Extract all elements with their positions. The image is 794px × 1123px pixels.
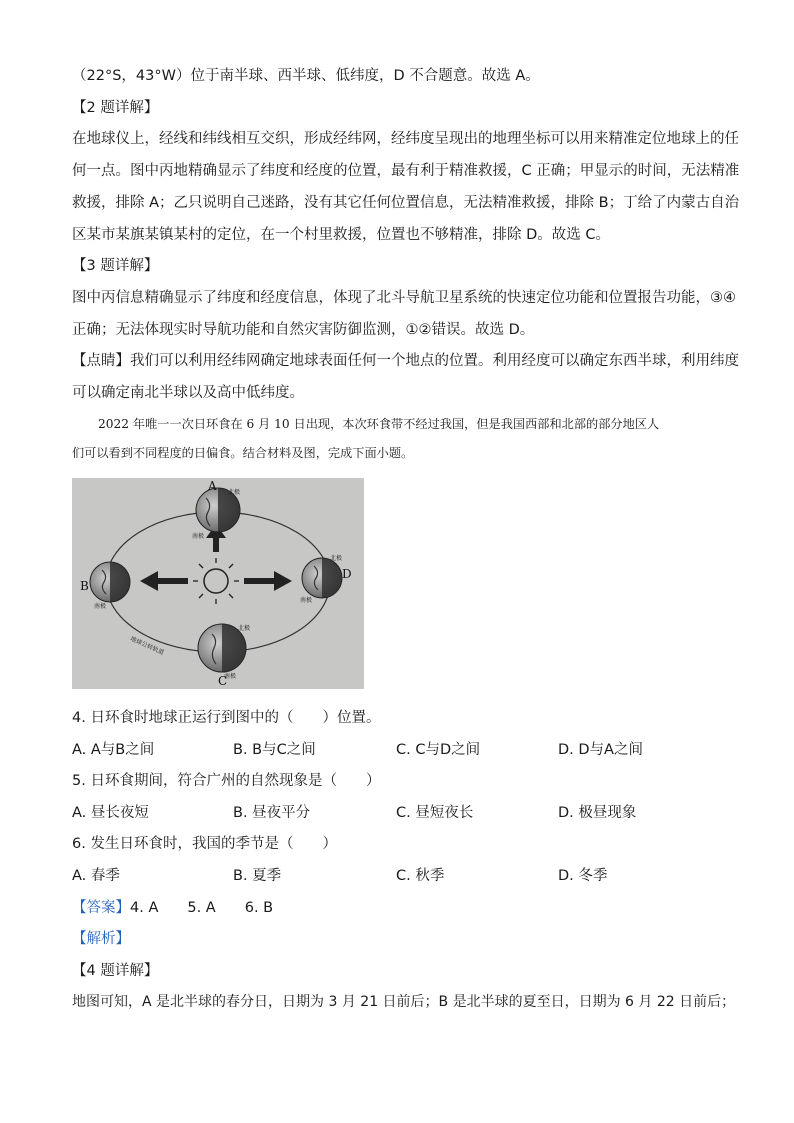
text-line: 地图可知，A 是北半球的春分日，日期为 3 月 21 日前后；B 是北半球的夏至日，日期为 6 月 22 日前后； [72, 994, 736, 1010]
text-line: 在地球仪上，经线和纬线相互交织，形成经纬网，经纬度呈现出的地理坐标可以用来精准定位地球上的任 [72, 131, 739, 147]
pole-label: 北极 [228, 489, 241, 496]
answer-text: 4. A 5. A 6. B [130, 900, 274, 916]
label-b: B [80, 579, 89, 593]
passage-text: 们可以看到不同程度的日偏食。结合材料及图，完成下面小题。 [72, 446, 414, 460]
earth-b-icon [90, 562, 130, 602]
pole-label: 北极 [330, 555, 343, 562]
pole-label: 北极 [238, 625, 251, 632]
q6-option-b: B. 夏季 [233, 868, 282, 884]
passage-text: 2022 年唯一一次日环食在 6 月 10 日出现，本次环食带不经过我国，但是我国西部和北部的部分地区人 [98, 417, 660, 431]
question-6: 6. 发生日环食时，我国的季节是（ ） [72, 836, 337, 852]
question-5: 5. 日环食期间，符合广州的自然现象是（ ） [72, 773, 381, 789]
orbit-diagram [72, 478, 364, 689]
q4-option-a: A. A与B之间 [72, 742, 155, 758]
orbit-figure [72, 478, 364, 689]
text-line: 救援，排除 A；乙只说明自己迷路，没有其它任何位置信息，无法精准救援，排除 B；丁给了内蒙古自治 [72, 195, 740, 211]
orbit-label: 地球公转轨道 [129, 635, 165, 657]
text-line: 正确；无法体现实时导航功能和自然灾害防御监测，①②错误。故选 D。 [72, 322, 535, 338]
text-line: （22°S，43°W）位于南半球、西半球、低纬度，D 不合题意。故选 A。 [72, 68, 540, 84]
q5-option-a: A. 昼长夜短 [72, 805, 149, 821]
text-line: 【点睛】我们可以利用经纬网确定地球表面任何一个地点的位置。利用经度可以确定东西半球，利用纬度 [72, 353, 739, 369]
text-line: 图中丙信息精确显示了纬度和经度信息，体现了北斗导航卫星系统的快速定位功能和位置报告功能，③④ [72, 290, 736, 306]
q5-option-c: C. 昼短夜长 [396, 805, 474, 821]
q6-option-d: D. 冬季 [558, 868, 608, 884]
section-heading: 【2 题详解】 [72, 100, 159, 116]
q4-option-d: D. D与A之间 [558, 742, 643, 758]
pole-label: 南极 [300, 597, 313, 604]
section-heading: 【4 题详解】 [72, 963, 159, 979]
q6-option-a: A. 春季 [72, 868, 120, 884]
pole-label: 南极 [224, 673, 237, 680]
label-d: D [342, 567, 352, 581]
text-line: 可以确定南北半球以及高中低纬度。 [72, 385, 304, 401]
q4-option-c: C. C与D之间 [396, 742, 481, 758]
pole-label: 南极 [94, 603, 107, 610]
label-a: A [208, 479, 217, 493]
text-line: 何一点。图中丙地精确显示了纬度和经度的位置，最有利于精准救援，C 正确；甲显示的时间，无法精准 [72, 163, 740, 179]
q5-option-b: B. 昼夜平分 [233, 805, 311, 821]
q4-option-b: B. B与C之间 [233, 742, 316, 758]
q6-option-c: C. 秋季 [396, 868, 445, 884]
label-c: C [218, 674, 228, 688]
text-line: 区某市某旗某镇某村的定位，在一个村里救援，位置也不够精准，排除 D。故选 C。 [72, 227, 611, 243]
q5-option-d: D. 极昼现象 [558, 805, 637, 821]
analysis-label: 【解析】 [72, 931, 130, 947]
answer-label: 【答案】 [72, 900, 130, 916]
earth-d-icon [302, 558, 342, 598]
pole-label: 南极 [192, 533, 205, 540]
answer-line [72, 898, 273, 918]
section-heading: 【3 题详解】 [72, 258, 159, 274]
question-4: 4. 日环食时地球正运行到图中的（ ）位置。 [72, 710, 381, 726]
